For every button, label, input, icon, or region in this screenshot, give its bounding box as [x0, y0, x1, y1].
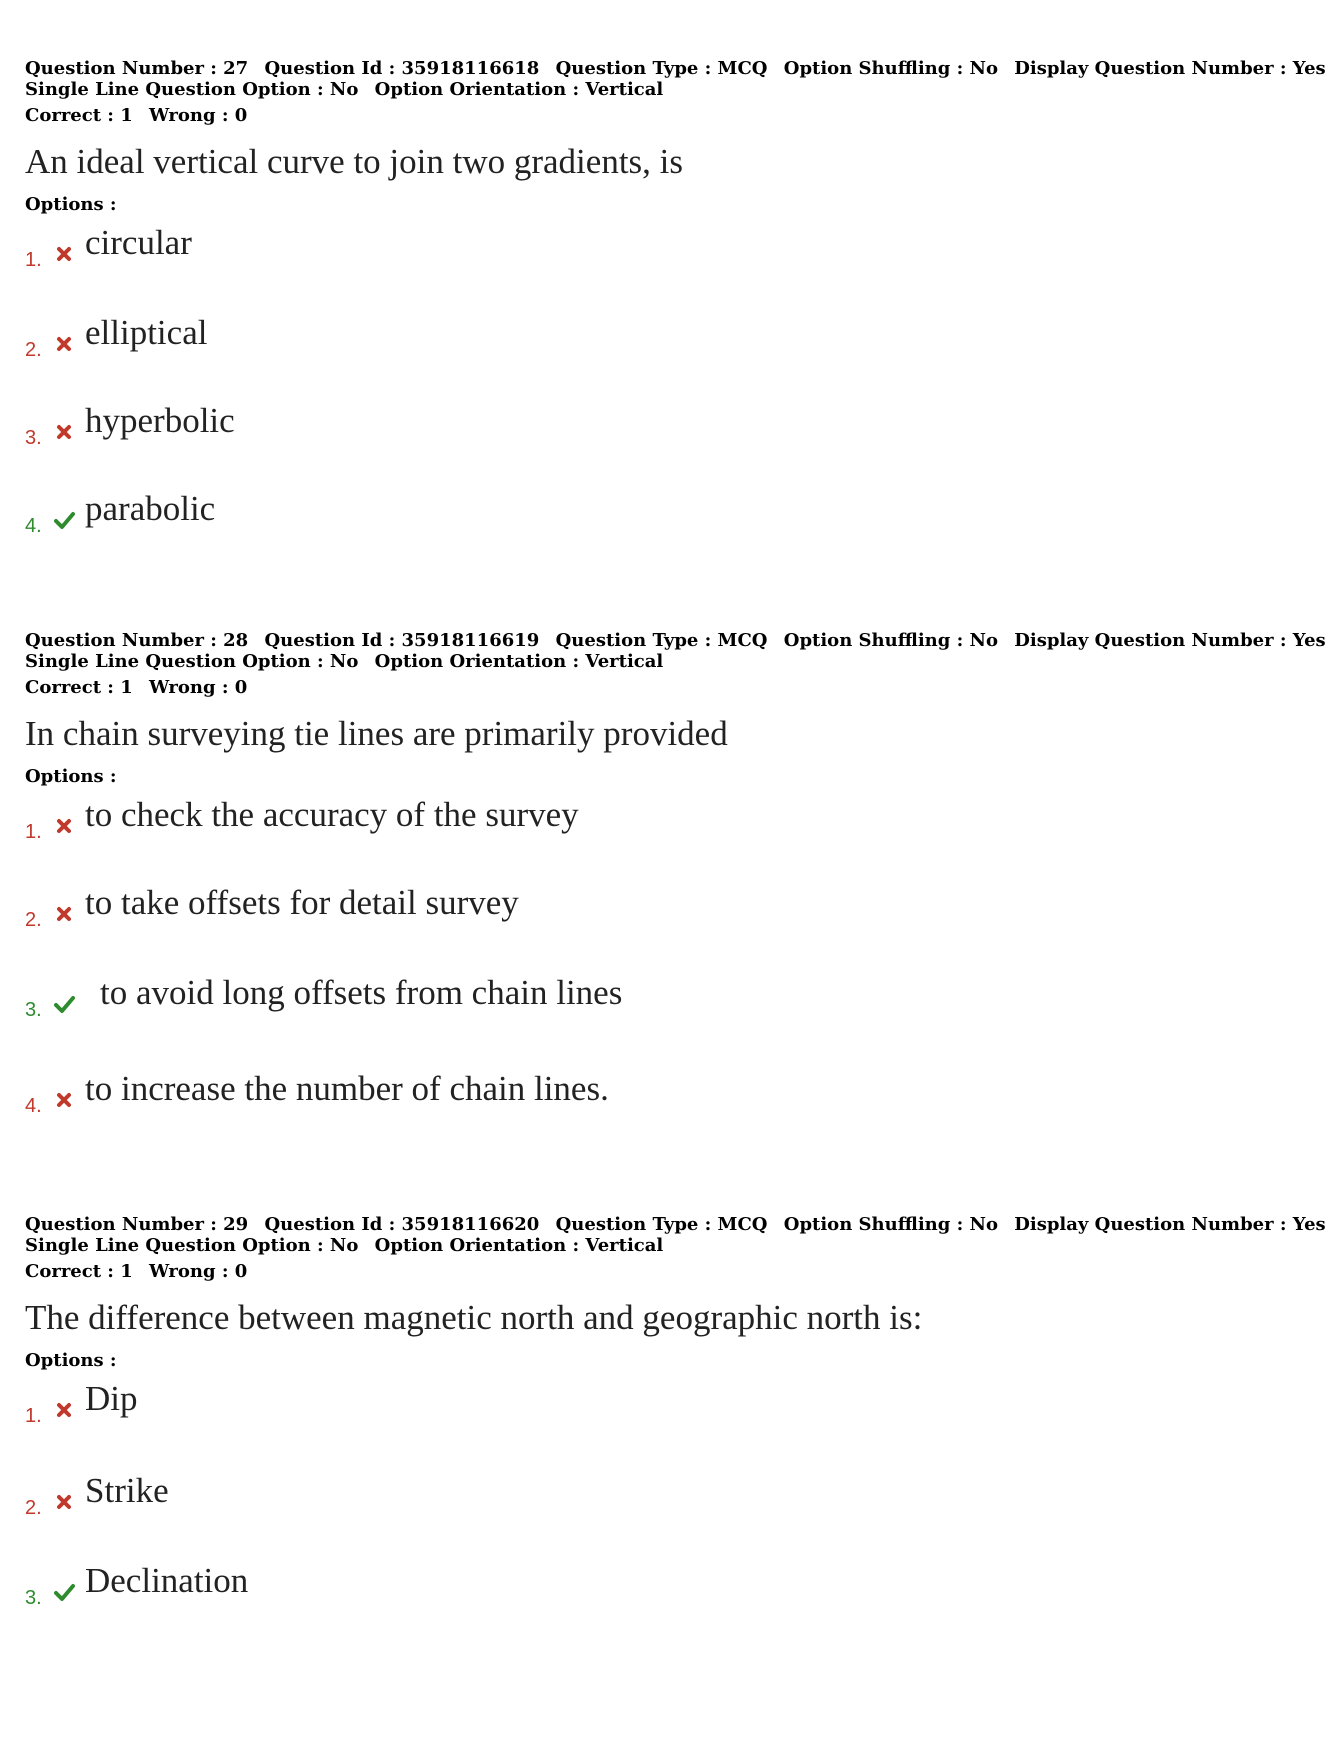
option-number: 2. — [25, 339, 42, 361]
option-item — [25, 883, 1125, 943]
options-label: Options : — [25, 766, 117, 787]
wrong-marks: Wrong : 0 — [149, 677, 248, 698]
option-item — [25, 401, 1125, 461]
options-list — [25, 215, 1225, 575]
option-item — [25, 223, 1125, 283]
wrong-marks: Wrong : 0 — [149, 1261, 248, 1282]
option-text: to increase the number of chain lines. — [85, 1069, 609, 1108]
display-question-number: Display Question Number : Yes — [1014, 1214, 1326, 1235]
question-type: Question Type : MCQ — [555, 630, 768, 651]
option-item — [25, 1561, 1125, 1621]
check-icon — [53, 509, 75, 531]
option-text: Strike — [85, 1471, 169, 1510]
question-id: Question Id : 35918116619 — [264, 630, 540, 651]
option-number: 3. — [25, 1587, 42, 1609]
option-item — [25, 1379, 1125, 1439]
option-number: 4. — [25, 515, 42, 537]
cross-icon — [53, 815, 75, 837]
options-list — [25, 787, 1225, 1147]
cross-icon — [53, 1491, 75, 1513]
option-text: Declination — [85, 1561, 249, 1600]
cross-icon — [53, 1089, 75, 1111]
option-text: Dip — [85, 1379, 138, 1418]
option-number: 1. — [25, 249, 42, 271]
option-text: circular — [85, 223, 192, 262]
single-line-option: Single Line Question Option : No — [25, 79, 359, 100]
question-text: In chain surveying tie lines are primarily provided — [25, 714, 728, 753]
option-item — [25, 973, 1125, 1033]
option-item — [25, 1069, 1125, 1129]
question-meta-line-1 — [25, 1214, 1326, 1235]
option-item — [25, 795, 1125, 855]
option-orientation: Option Orientation : Vertical — [374, 1235, 664, 1256]
correct-marks: Correct : 1 — [25, 105, 133, 126]
display-question-number: Display Question Number : Yes — [1014, 630, 1326, 651]
option-item — [25, 489, 1125, 549]
question-meta-line-1 — [25, 58, 1326, 79]
score-line — [25, 1261, 1225, 1282]
question-block — [25, 58, 1326, 575]
question-id: Question Id : 35918116620 — [264, 1214, 540, 1235]
single-line-option: Single Line Question Option : No — [25, 651, 359, 672]
question-type: Question Type : MCQ — [555, 1214, 768, 1235]
display-question-number: Display Question Number : Yes — [1014, 58, 1326, 79]
cross-icon — [53, 333, 75, 355]
option-number: 3. — [25, 999, 42, 1021]
single-line-option: Single Line Question Option : No — [25, 1235, 359, 1256]
question-meta-line-2 — [25, 651, 1225, 672]
check-icon — [53, 993, 75, 1015]
score-line — [25, 105, 1225, 126]
question-meta-line-2 — [25, 79, 1225, 100]
option-item — [25, 313, 1125, 373]
question-type: Question Type : MCQ — [555, 58, 768, 79]
option-orientation: Option Orientation : Vertical — [374, 651, 664, 672]
option-shuffling: Option Shuffling : No — [783, 1214, 998, 1235]
option-number: 1. — [25, 1405, 42, 1427]
cross-icon — [53, 903, 75, 925]
option-text: to avoid long offsets from chain lines — [100, 973, 623, 1012]
option-text: hyperbolic — [85, 401, 235, 440]
option-number: 2. — [25, 1497, 42, 1519]
cross-icon — [53, 421, 75, 443]
option-text: elliptical — [85, 313, 208, 352]
question-block — [25, 630, 1326, 1147]
option-number: 3. — [25, 427, 42, 449]
score-line — [25, 677, 1225, 698]
options-label: Options : — [25, 194, 117, 215]
option-shuffling: Option Shuffling : No — [783, 630, 998, 651]
options-label: Options : — [25, 1350, 117, 1371]
option-text: to check the accuracy of the survey — [85, 795, 579, 834]
question-meta-line-2 — [25, 1235, 1225, 1256]
option-orientation: Option Orientation : Vertical — [374, 79, 664, 100]
question-number: Question Number : 27 — [25, 58, 249, 79]
option-number: 1. — [25, 821, 42, 843]
option-text: to take offsets for detail survey — [85, 883, 519, 922]
question-id: Question Id : 35918116618 — [264, 58, 540, 79]
option-number: 4. — [25, 1095, 42, 1117]
check-icon — [53, 1581, 75, 1603]
question-number: Question Number : 29 — [25, 1214, 249, 1235]
cross-icon — [53, 243, 75, 265]
question-number: Question Number : 28 — [25, 630, 249, 651]
options-list — [25, 1371, 1225, 1731]
option-item — [25, 1471, 1125, 1531]
correct-marks: Correct : 1 — [25, 1261, 133, 1282]
question-block — [25, 1214, 1326, 1731]
cross-icon — [53, 1399, 75, 1421]
question-meta-line-1 — [25, 630, 1326, 651]
option-number: 2. — [25, 909, 42, 931]
correct-marks: Correct : 1 — [25, 677, 133, 698]
question-text: An ideal vertical curve to join two gradients, is — [25, 142, 684, 181]
wrong-marks: Wrong : 0 — [149, 105, 248, 126]
option-text: parabolic — [85, 489, 216, 528]
option-shuffling: Option Shuffling : No — [783, 58, 998, 79]
question-text: The difference between magnetic north and geographic north is: — [25, 1298, 923, 1337]
